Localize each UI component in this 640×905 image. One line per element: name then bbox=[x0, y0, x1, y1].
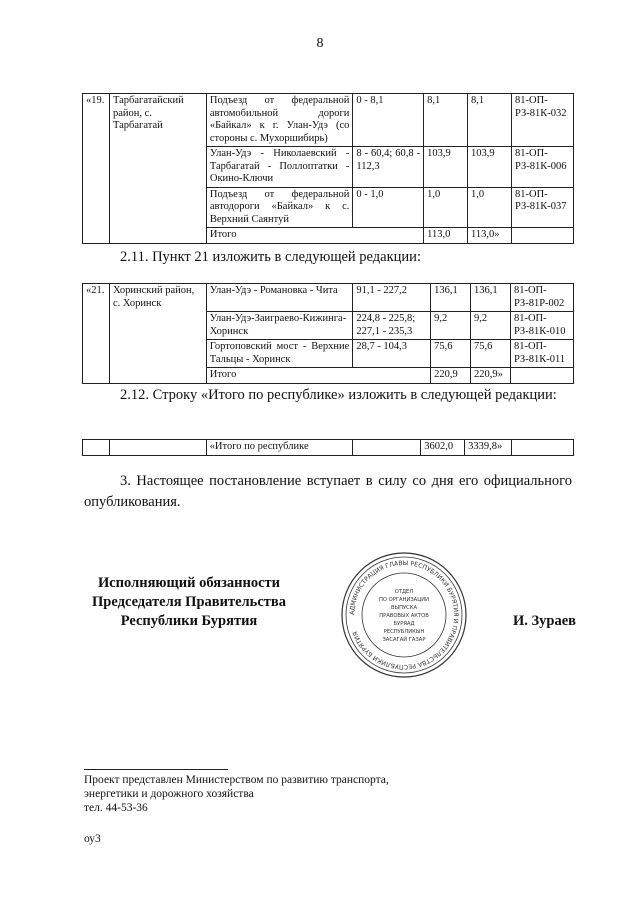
row-number: «19. bbox=[83, 94, 110, 244]
row-number: «21. bbox=[83, 284, 110, 384]
district-cell: Хоринский район, с. Хоринск bbox=[109, 284, 206, 384]
signatory-title-line: Республики Бурятия bbox=[120, 613, 258, 629]
length-cell: 1,0 bbox=[424, 187, 468, 228]
empty-cell bbox=[510, 368, 573, 384]
length-cell: 136,1 bbox=[471, 284, 511, 312]
table-row bbox=[83, 440, 574, 456]
table-row bbox=[83, 284, 574, 312]
km-range-cell: 8 - 60,4; 60,8 - 112,3 bbox=[353, 147, 424, 188]
km-range-cell: 0 - 8,1 bbox=[353, 94, 424, 147]
road-name-cell: Улан-Удэ - Николаевский - Тарбагатай - Поллоптатки - Окино-Ключи bbox=[206, 147, 353, 188]
road-table-item-21 bbox=[82, 283, 574, 384]
stamp-center-line: ВЫПУСКА bbox=[390, 605, 418, 611]
length-cell: 1,0 bbox=[468, 187, 512, 228]
footer-line: тел. 44-53-36 bbox=[84, 802, 148, 814]
empty-cell bbox=[353, 440, 421, 456]
stamp-center-line: РЕСПУБЛИКЫН bbox=[383, 629, 425, 635]
length-cell: 136,1 bbox=[431, 284, 471, 312]
official-seal-stamp bbox=[340, 551, 468, 679]
paragraph-2-11: 2.11. Пункт 21 изложить в следующей редакции: bbox=[120, 249, 421, 265]
length-cell: 75,6 bbox=[431, 340, 471, 368]
footnote-divider bbox=[84, 769, 228, 770]
road-code-cell: 81-ОП-РЗ-81К-037 bbox=[511, 187, 573, 228]
road-code-cell: 81-ОП-РЗ-81К-006 bbox=[511, 147, 573, 188]
length-cell: 103,9 bbox=[424, 147, 468, 188]
length-cell: 103,9 bbox=[468, 147, 512, 188]
road-name-cell: Подъезд от федеральной автомобильной дороги «Байкал» к г. Улан-Удэ (со стороны с. Мухоршибирь) bbox=[206, 94, 353, 147]
signatory-name: И. Зураев bbox=[512, 613, 576, 629]
length-cell: 9,2 bbox=[431, 312, 471, 340]
total-label: «Итого по республике bbox=[206, 440, 353, 456]
total-value: 113,0 bbox=[424, 228, 468, 244]
signatory-title-line: Исполняющий обязанности bbox=[97, 575, 281, 591]
length-cell: 8,1 bbox=[424, 94, 468, 147]
footer-line: Проект представлен Министерством по развитию транспорта, bbox=[84, 774, 389, 786]
stamp-center-line: БУРЯАД bbox=[393, 621, 415, 627]
total-label: Итого bbox=[206, 228, 423, 244]
road-name-cell: Улан-Удэ - Романовка - Чита bbox=[206, 284, 353, 312]
footer-note bbox=[84, 773, 564, 815]
republic-total-table bbox=[82, 439, 574, 456]
road-name-cell: Улан-Удэ-Заиграево-Кижинга-Хоринск bbox=[206, 312, 353, 340]
km-range-cell: 28,7 - 104,3 bbox=[353, 340, 431, 368]
total-value: 3602,0 bbox=[421, 440, 465, 456]
km-range-cell: 224,8 - 225,8; 227,1 - 235,3 bbox=[353, 312, 431, 340]
total-value: 220,9 bbox=[431, 368, 471, 384]
page-number: 8 bbox=[316, 36, 324, 51]
road-code-cell: 81-ОП-РЗ-81Р-002 bbox=[510, 284, 573, 312]
document-code: оу3 bbox=[84, 833, 101, 845]
signatory-title bbox=[78, 574, 300, 631]
empty-cell bbox=[512, 440, 574, 456]
footer-line: энергетики и дорожного хозяйства bbox=[84, 788, 254, 800]
length-cell: 9,2 bbox=[471, 312, 511, 340]
stamp-center-line: ПРАВОВЫХ АКТОВ bbox=[379, 613, 429, 619]
stamp-center-line: ЗАСАГАЙ ГАЗАР bbox=[382, 637, 426, 643]
road-code-cell: 81-ОП-РЗ-81К-032 bbox=[511, 94, 573, 147]
empty-cell bbox=[511, 228, 573, 244]
paragraph-3: 3. Настоящее постановление вступает в силу со дня его официального опубликования. bbox=[84, 473, 572, 510]
total-value: 220,9» bbox=[471, 368, 511, 384]
road-code-cell: 81-ОП-РЗ-81К-011 bbox=[510, 340, 573, 368]
table-row bbox=[83, 94, 574, 147]
paragraph-2-12: 2.12. Строку «Итого по республике» изложить в следующей редакции: bbox=[120, 387, 557, 403]
total-label: Итого bbox=[206, 368, 430, 384]
km-range-cell: 91,1 - 227,2 bbox=[353, 284, 431, 312]
stamp-center-line: ПО ОРГАНИЗАЦИИ bbox=[378, 597, 430, 603]
empty-cell bbox=[109, 440, 206, 456]
stamp-center-line: ОТДЕЛ bbox=[394, 589, 414, 595]
road-name-cell: Подъезд от федеральной автодороги «Байкал» к с. Верхний Саянтуй bbox=[206, 187, 353, 228]
length-cell: 8,1 bbox=[468, 94, 512, 147]
stamp-ring-text: АДМИНИСТРАЦИЯ ГЛАВЫ РЕСПУБЛИКИ БУРЯТИЯ И ПРАВИТЕЛЬСТВА РЕСПУБЛИКИ БУРЯТИЯ bbox=[348, 559, 460, 671]
total-value: 113,0» bbox=[468, 228, 512, 244]
empty-cell bbox=[83, 440, 110, 456]
km-range-cell: 0 - 1,0 bbox=[353, 187, 424, 228]
length-cell: 75,6 bbox=[471, 340, 511, 368]
road-code-cell: 81-ОП-РЗ-81К-010 bbox=[510, 312, 573, 340]
total-value: 3339,8» bbox=[465, 440, 512, 456]
road-table-item-19 bbox=[82, 93, 574, 244]
district-cell: Тарбагатайский район, с. Тарбагатай bbox=[109, 94, 206, 244]
signatory-title-line: Председателя Правительства bbox=[92, 594, 286, 610]
road-name-cell: Гортоповский мост - Верхние Тальцы - Хоринск bbox=[206, 340, 353, 368]
